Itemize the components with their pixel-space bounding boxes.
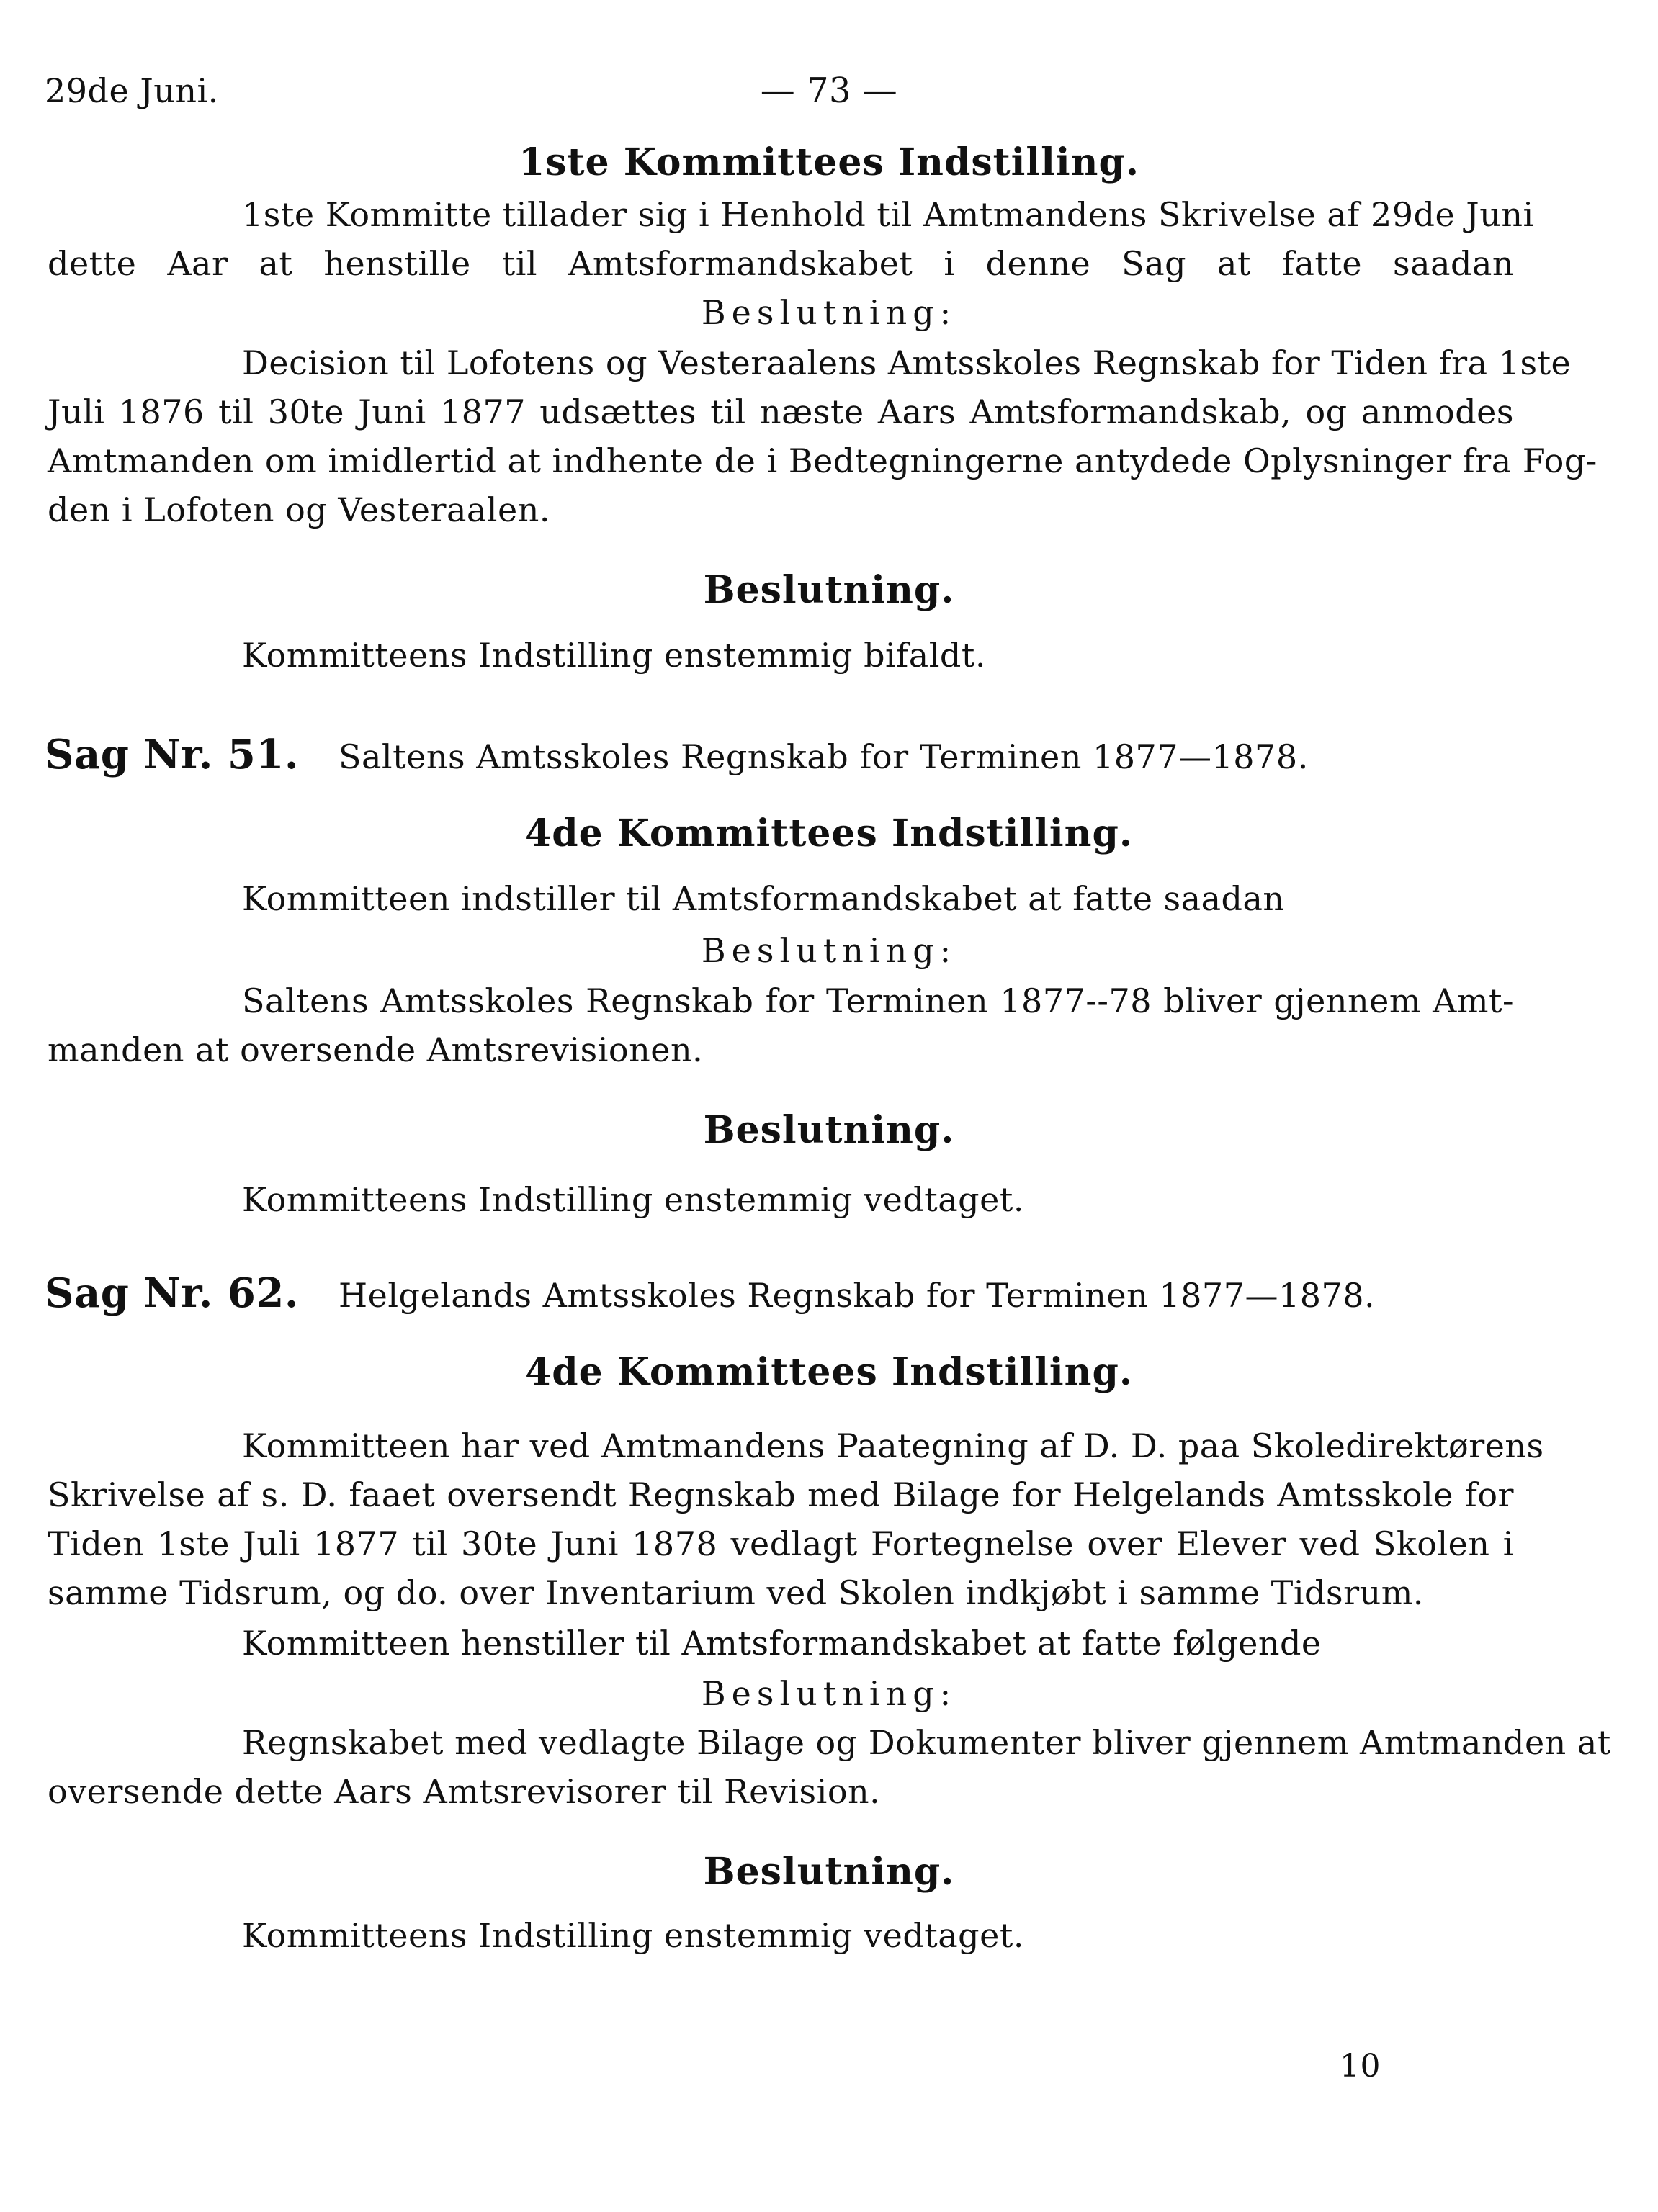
decision-line: Saltens Amtsskoles Regnskab for Terminen 1877--78 bliver gjennem Amt- [242, 981, 1514, 1020]
result-text: Kommitteens Indstilling enstemmig vedtaget. [242, 1180, 1024, 1219]
sag-title: Helgelands Amtsskoles Regnskab for Terminen 1877—1878. [338, 1276, 1376, 1315]
paragraph-line: Tiden 1ste Juli 1877 til 30te Juni 1878 vedlagt Fortegnelse over Elever ved Skolen i [48, 1524, 1514, 1563]
section-heading: 4de Kommittees Indstilling. [525, 1350, 1133, 1394]
paragraph-line: Skrivelse af s. D. faaet oversendt Regnskab med Bilage for Helgelands Amtsskole for [48, 1475, 1514, 1514]
paragraph-line: samme Tidsrum, og do. over Inventarium ved Skolen indkjøbt i samme Tidsrum. [48, 1573, 1424, 1612]
result-text: Kommitteens Indstilling enstemmig vedtaget. [242, 1916, 1024, 1955]
decision-line: den i Lofoten og Vesteraalen. [48, 490, 550, 529]
sag-line [45, 1269, 1376, 1317]
sag-label: Sag Nr. 62. [45, 1269, 299, 1317]
decision-line: manden at oversende Amtsrevisionen. [48, 1030, 704, 1069]
decision-line: Juli 1876 til 30te Juni 1877 udsættes til næste Aars Amtsformandskab, og anmodes [48, 392, 1514, 431]
beslutning-label: Beslutning: [701, 931, 957, 970]
sag-label: Sag Nr. 51. [45, 731, 299, 778]
result-heading: Beslutning. [703, 1850, 955, 1894]
beslutning-label: Beslutning: [701, 293, 957, 332]
result-heading: Beslutning. [703, 1108, 955, 1152]
result-text: Kommitteens Indstilling enstemmig bifaldt. [242, 636, 986, 675]
section-heading: 4de Kommittees Indstilling. [525, 811, 1133, 855]
sag-line [45, 733, 1309, 778]
paragraph-line: Kommitteen henstiller til Amtsformandskabet at fatte følgende [242, 1624, 1322, 1663]
paragraph-line: Kommitteen har ved Amtmandens Paategning af D. D. paa Skoledirektørens [242, 1426, 1544, 1465]
beslutning-label: Beslutning: [701, 1674, 957, 1713]
decision-line: Decision til Lofotens og Vesteraalens Amtsskoles Regnskab for Tiden fra 1ste [242, 343, 1572, 382]
decision-line: Regnskabet med vedlagte Bilage og Dokumenter bliver gjennem Amtmanden at [242, 1723, 1611, 1762]
page-number: — 73 — [760, 71, 898, 111]
signature-mark: 10 [1340, 2048, 1381, 2085]
section-heading: 1ste Kommittees Indstilling. [519, 140, 1139, 184]
decision-line: Amtmanden om imidlertid at indhente de i Bedtegningerne antydede Oplysninger fra Fog- [48, 441, 1597, 480]
paragraph-line: Kommitteen indstiller til Amtsformandskabet at fatte saadan [242, 879, 1285, 918]
result-heading: Beslutning. [703, 568, 955, 612]
paragraph-line: dette Aar at henstille til Amtsformandskabet i denne Sag at fatte saadan [48, 244, 1514, 283]
page-date: 29de Juni. [45, 71, 219, 110]
paragraph-line: 1ste Kommitte tillader sig i Henhold til Amtmandens Skrivelse af 29de Juni [242, 195, 1534, 234]
sag-title: Saltens Amtsskoles Regnskab for Terminen 1877—1878. [338, 737, 1309, 776]
decision-line: oversende dette Aars Amtsrevisorer til Revision. [48, 1772, 881, 1811]
